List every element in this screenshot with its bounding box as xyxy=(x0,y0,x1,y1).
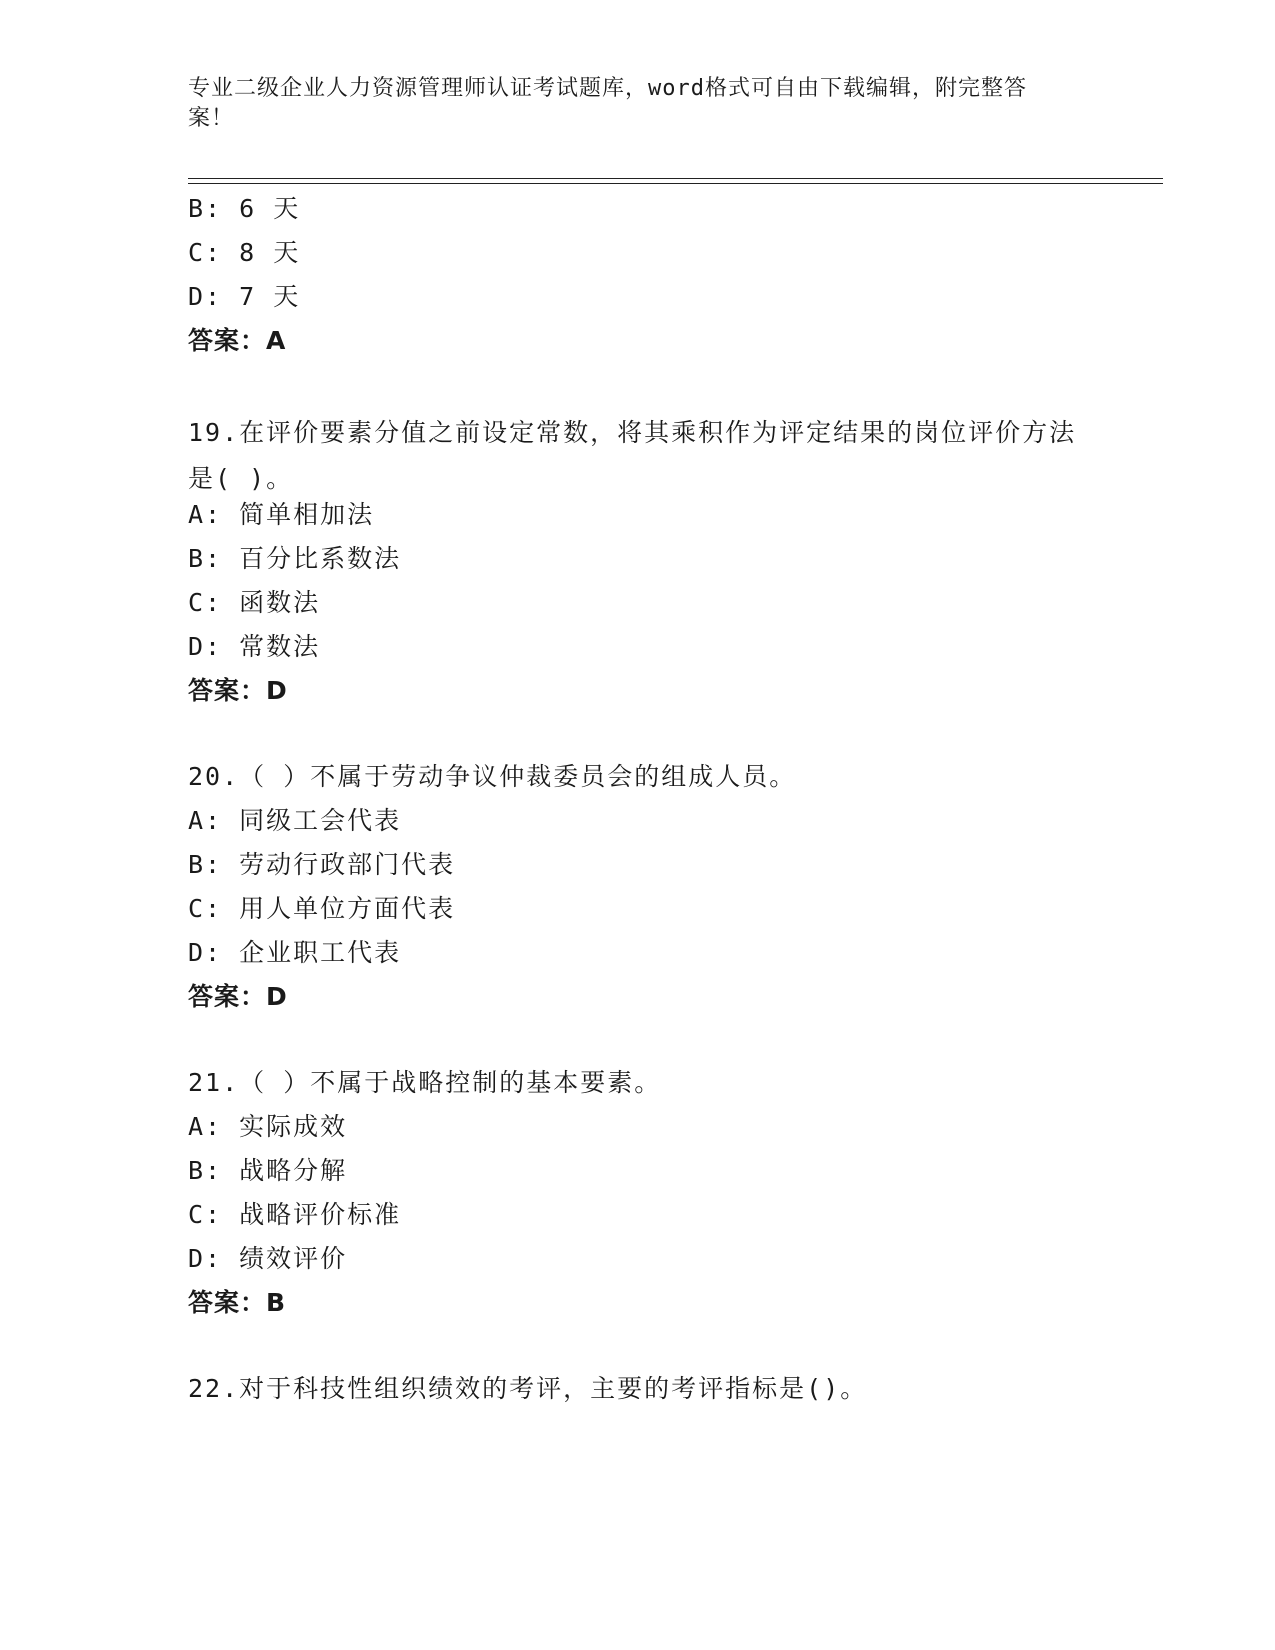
question-21-option-c: C: 战略评价标准 xyxy=(188,1200,402,1229)
question-20-option-a: A: 同级工会代表 xyxy=(188,806,402,835)
question-21-option-a: A: 实际成效 xyxy=(188,1112,348,1141)
question-20-stem: 20.（ ）不属于劳动争议仲裁委员会的组成人员。 xyxy=(188,762,797,791)
question-19-option-a: A: 简单相加法 xyxy=(188,500,375,529)
question-21-option-b: B: 战略分解 xyxy=(188,1156,348,1185)
option-c: C: 8 天 xyxy=(188,238,301,267)
option-d: D: 7 天 xyxy=(188,282,301,311)
question-19-option-b: B: 百分比系数法 xyxy=(188,544,402,573)
answer: 答案：A xyxy=(188,326,287,355)
question-21-answer: 答案：B xyxy=(188,1288,287,1317)
header-divider-top xyxy=(188,178,1163,179)
header-divider-bottom xyxy=(188,183,1163,184)
question-19-option-d: D: 常数法 xyxy=(188,632,321,661)
question-20-option-d: D: 企业职工代表 xyxy=(188,938,402,967)
question-20-answer: 答案：D xyxy=(188,982,288,1011)
question-21-stem: 21.（ ）不属于战略控制的基本要素。 xyxy=(188,1068,662,1097)
question-19-answer: 答案：D xyxy=(188,676,288,705)
question-19-stem: 19.在评价要素分值之前设定常数，将其乘积作为评定结果的岗位评价方法是( )。 xyxy=(188,418,1077,493)
question-20-option-c: C: 用人单位方面代表 xyxy=(188,894,456,923)
question-19-option-c: C: 函数法 xyxy=(188,588,321,617)
option-b: B: 6 天 xyxy=(188,194,301,223)
question-20-option-b: B: 劳动行政部门代表 xyxy=(188,850,456,879)
document-header: 专业二级企业人力资源管理师认证考试题库，word格式可自由下载编辑，附完整答案！ xyxy=(188,76,1027,131)
question-21-option-d: D: 绩效评价 xyxy=(188,1244,348,1273)
question-22-stem: 22.对于科技性组织绩效的考评，主要的考评指标是()。 xyxy=(188,1374,868,1403)
